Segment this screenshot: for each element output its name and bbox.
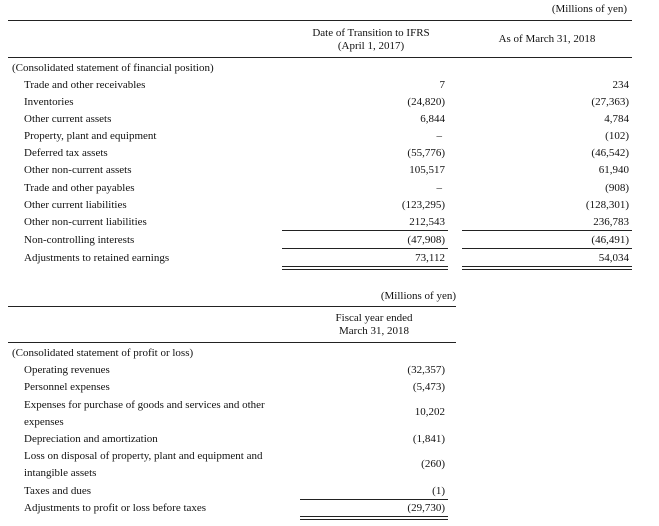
row-label: Other non-current liabilities [24,216,147,228]
section-heading: (Consolidated statement of profit or loss) [12,347,194,359]
row-label: Other current assets [24,113,112,125]
row-label-line1: Loss on disposal of property, plant and equipment and [24,450,263,462]
row-value: (32,357) [407,364,445,376]
row-value-transition: – [436,182,442,194]
row-label: Inventories [24,96,74,108]
unit-label: (Millions of yen) [380,290,456,302]
row-value-march-2018: 61,940 [598,164,629,176]
header-bottom-rule [8,342,456,343]
total-rule [300,499,448,500]
row-value: (29,730) [407,502,445,514]
row-label-line1: Expenses for purchase of goods and services and other [24,399,265,411]
row-label-line2: intangible assets [24,467,97,479]
col-header-transition-line1: Date of Transition to IFRS [312,27,430,39]
row-value-transition: 7 [439,79,445,91]
col-header-fiscal-line2: March 31, 2018 [339,325,409,337]
row-value-march-2018: 4,784 [604,113,629,125]
row-value-transition: (47,908) [407,234,445,246]
row-value: (1) [432,485,445,497]
row-label: Operating revenues [24,364,110,376]
row-label: Taxes and dues [24,485,92,497]
row-label: Personnel expenses [24,381,110,393]
double-rule [300,516,448,520]
row-value: (260) [421,458,445,470]
row-label: Adjustments to retained earnings [24,252,170,264]
row-value: (5,473) [412,381,445,393]
subtotal-rule-march-2018 [462,230,632,231]
row-value-transition: (24,820) [407,96,445,108]
row-value-march-2018: 54,034 [598,252,629,264]
row-value-transition: (55,776) [407,147,445,159]
row-value-transition: 6,844 [420,113,445,125]
row-label: Trade and other payables [24,182,135,194]
row-label: Adjustments to profit or loss before taxes [24,502,207,514]
col-header-march-2018: As of March 31, 2018 [498,33,596,45]
col-header-fiscal-line1: Fiscal year ended [335,312,413,324]
unit-label: (Millions of yen) [551,3,627,15]
row-value-transition: 105,517 [409,164,445,176]
section-heading: (Consolidated statement of financial position) [12,62,214,74]
row-value-transition: – [436,130,442,142]
row-value: 10,202 [414,406,445,418]
row-label-line2: expenses [24,416,64,428]
row-value-march-2018: (128,301) [585,199,629,211]
row-value-march-2018: (27,363) [591,96,629,108]
row-value-march-2018: 236,783 [593,216,629,228]
row-label: Property, plant and equipment [24,130,157,142]
row-value-march-2018: 234 [612,79,629,91]
row-label: Deferred tax assets [24,147,108,159]
row-value-transition: 212,543 [409,216,445,228]
subtotal-rule-transition [282,230,448,231]
double-rule-march-2018 [462,266,632,270]
row-value: (1,841) [412,433,445,445]
row-value-march-2018: (46,542) [591,147,629,159]
double-rule-transition [282,266,448,270]
table-top-rule [8,20,632,21]
row-value-march-2018: (102) [605,130,629,142]
total-rule-march-2018 [462,248,632,249]
row-label: Other non-current assets [24,164,132,176]
col-header-transition-line2: (April 1, 2017) [337,40,405,52]
row-value-march-2018: (46,491) [591,234,629,246]
row-label: Other current liabilities [24,199,127,211]
row-value-march-2018: (908) [605,182,629,194]
row-label: Trade and other receivables [24,79,146,91]
row-value-transition: 73,112 [415,252,445,264]
row-label: Depreciation and amortization [24,433,158,445]
row-label: Non-controlling interests [24,234,135,246]
header-bottom-rule [8,57,632,58]
row-value-transition: (123,295) [401,199,445,211]
table-top-rule [8,306,456,307]
total-rule-transition [282,248,448,249]
